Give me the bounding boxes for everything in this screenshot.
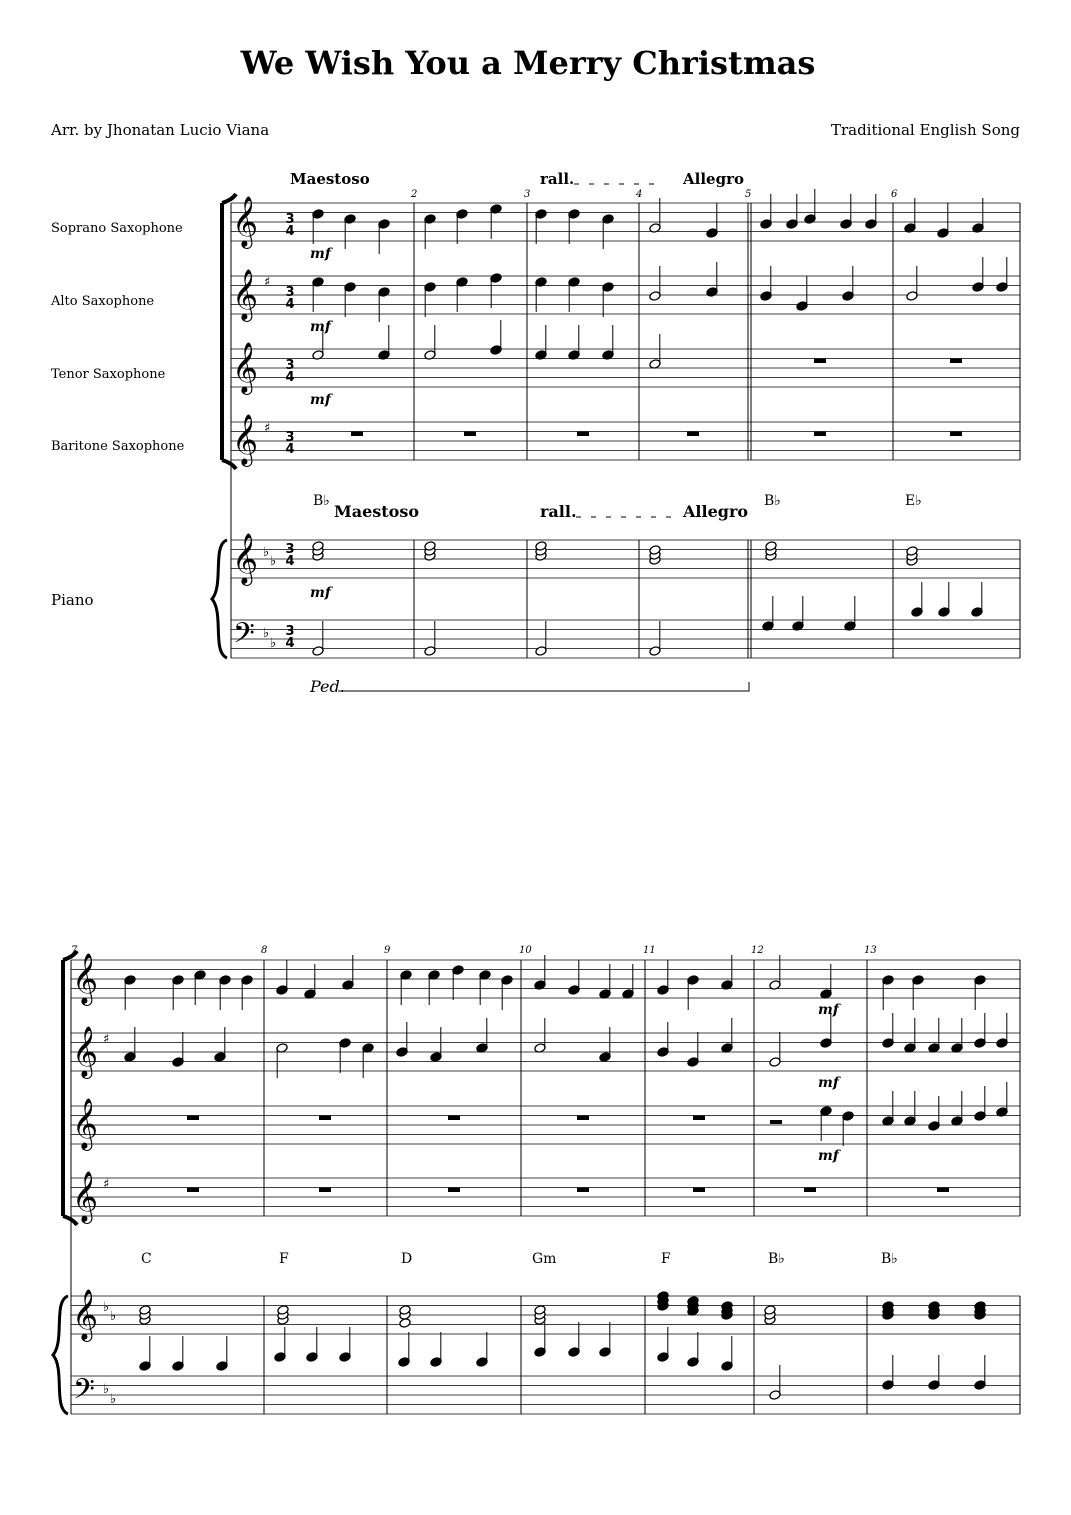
chord-symbol: C [141, 1251, 152, 1267]
measure-number: 10 [519, 945, 532, 956]
measure-number: 11 [643, 945, 656, 956]
whole-rest [950, 432, 962, 437]
measure-number: 3 [524, 189, 531, 200]
whole-rest [464, 432, 476, 437]
measure-number: 2 [411, 189, 418, 200]
chord-symbol: F [661, 1251, 671, 1267]
staff-alto [231, 276, 1020, 314]
instrument-name-tenor: Tenor Saxophone [51, 367, 166, 382]
tempo-rall: rall. [540, 170, 575, 188]
chord-symbol: B♭ [764, 493, 781, 509]
system-2-staves [71, 960, 1020, 1414]
svg-text:4: 4 [285, 297, 295, 312]
whole-rest [693, 1188, 705, 1193]
dynamic-mf: mf [818, 1002, 839, 1018]
dynamic-mf: mf [310, 319, 331, 335]
dynamic-mf: mf [310, 392, 331, 408]
instrument-name-soprano: Soprano Saxophone [51, 221, 183, 236]
staff-baritone [231, 422, 1020, 460]
pedal-line [338, 682, 749, 691]
piano-tempo-allegro: Allegro [683, 502, 749, 521]
treble-clef-icon: 𝄞 [232, 533, 259, 584]
treble-clef-icon: 𝄞 [72, 1171, 99, 1222]
treble-clef-icon: 𝄞 [232, 196, 259, 247]
bass-clef-icon: 𝄢 [233, 617, 255, 657]
treble-clef-icon: 𝄞 [232, 414, 259, 465]
chord-symbol: B♭ [881, 1251, 898, 1267]
staff-tenor [71, 1106, 1020, 1144]
treble-clef-icon: 𝄞 [72, 1098, 99, 1149]
whole-rest [693, 1116, 705, 1121]
measure-number: 4 [636, 189, 643, 200]
half-rest [770, 1120, 782, 1124]
svg-text:4: 4 [285, 370, 295, 385]
tempo-maestoso: Maestoso [290, 170, 370, 188]
sharp-icon: ♯ [103, 1032, 110, 1047]
arranger-credit: Arr. by Jhonatan Lucio Viana [51, 121, 270, 139]
chord-symbol: B♭ [313, 493, 330, 509]
measure-number: 5 [745, 189, 752, 200]
whole-rest [687, 432, 699, 437]
whole-rest [577, 1116, 589, 1121]
piano-tempo-rall: rall. [540, 502, 577, 521]
sharp-icon: ♯ [264, 275, 271, 290]
bass-clef-icon: 𝄢 [73, 1373, 95, 1413]
flat-icon: ♭ [103, 1300, 110, 1315]
whole-rest [937, 1188, 949, 1193]
whole-rest [448, 1116, 460, 1121]
treble-clef-icon: 𝄞 [72, 953, 99, 1004]
chord-symbol: D [401, 1251, 413, 1267]
staff-soprano [71, 960, 1020, 998]
chord-symbol: B♭ [768, 1251, 785, 1267]
svg-text:3: 3 [285, 542, 295, 557]
staff-piano-bass [231, 620, 1020, 658]
svg-text:3: 3 [285, 624, 295, 639]
dynamic-mf: mf [818, 1148, 839, 1164]
staff-alto [71, 1033, 1020, 1071]
piano-brace [53, 1296, 68, 1414]
svg-text:4: 4 [285, 636, 295, 651]
whole-rest [577, 432, 589, 437]
svg-text:3: 3 [285, 212, 295, 227]
system-1-staves [231, 203, 1020, 658]
whole-rest [814, 359, 826, 364]
whole-rest [351, 432, 363, 437]
whole-rest [814, 432, 826, 437]
svg-text:3: 3 [285, 358, 295, 373]
svg-text:3: 3 [285, 430, 295, 445]
svg-text:3: 3 [285, 285, 295, 300]
chord-symbol: F [279, 1251, 289, 1267]
chord-symbol: E♭ [905, 493, 922, 509]
flat-icon: ♭ [110, 1309, 117, 1324]
treble-clef-icon: 𝄞 [72, 1026, 99, 1077]
staff-baritone [71, 1178, 1020, 1216]
composer-credit: Traditional English Song [830, 121, 1020, 139]
score-title: We Wish You a Merry Christmas [240, 44, 816, 82]
flat-icon: ♭ [270, 554, 277, 569]
whole-rest [950, 359, 962, 364]
measure-number: 9 [384, 945, 391, 956]
pedal-mark: Ped. [310, 677, 345, 696]
flat-icon: ♭ [263, 626, 270, 641]
measure-number: 12 [751, 945, 764, 956]
chord-symbol: Gm [532, 1251, 557, 1267]
piano-tempo-maestoso: Maestoso [334, 502, 420, 521]
svg-text:4: 4 [285, 554, 295, 569]
dynamic-mf: mf [310, 585, 331, 601]
flat-icon: ♭ [263, 545, 270, 560]
measure-number: 8 [261, 945, 268, 956]
staff-tenor [231, 349, 1020, 387]
whole-rest [577, 1188, 589, 1193]
flat-icon: ♭ [110, 1392, 117, 1407]
instrument-name-baritone: Baritone Saxophone [51, 439, 185, 454]
sharp-icon: ♯ [103, 1177, 110, 1192]
staff-piano-treble [231, 540, 1020, 578]
instrument-name-alto: Alto Saxophone [51, 294, 155, 309]
whole-rest [319, 1188, 331, 1193]
flat-icon: ♭ [270, 636, 277, 651]
dynamic-mf: mf [310, 246, 331, 262]
whole-rest [319, 1116, 331, 1121]
instrument-name-piano: Piano [51, 591, 94, 609]
measure-number: 7 [71, 945, 78, 956]
measure-number: 6 [891, 189, 898, 200]
sharp-icon: ♯ [264, 421, 271, 436]
treble-clef-icon: 𝄞 [232, 269, 259, 320]
treble-clef-icon: 𝄞 [72, 1289, 99, 1340]
whole-rest [448, 1188, 460, 1193]
treble-clef-icon: 𝄞 [232, 342, 259, 393]
piano-brace [212, 540, 227, 658]
dynamic-mf: mf [818, 1075, 839, 1091]
whole-rest [187, 1116, 199, 1121]
svg-text:4: 4 [285, 224, 295, 239]
whole-rest [187, 1188, 199, 1193]
time-signature [285, 212, 294, 651]
svg-text:4: 4 [285, 442, 295, 457]
flat-icon: ♭ [103, 1382, 110, 1397]
tempo-allegro: Allegro [683, 170, 744, 188]
measure-number: 13 [864, 945, 877, 956]
staff-piano-bass [71, 1376, 1020, 1414]
whole-rest [804, 1188, 816, 1193]
